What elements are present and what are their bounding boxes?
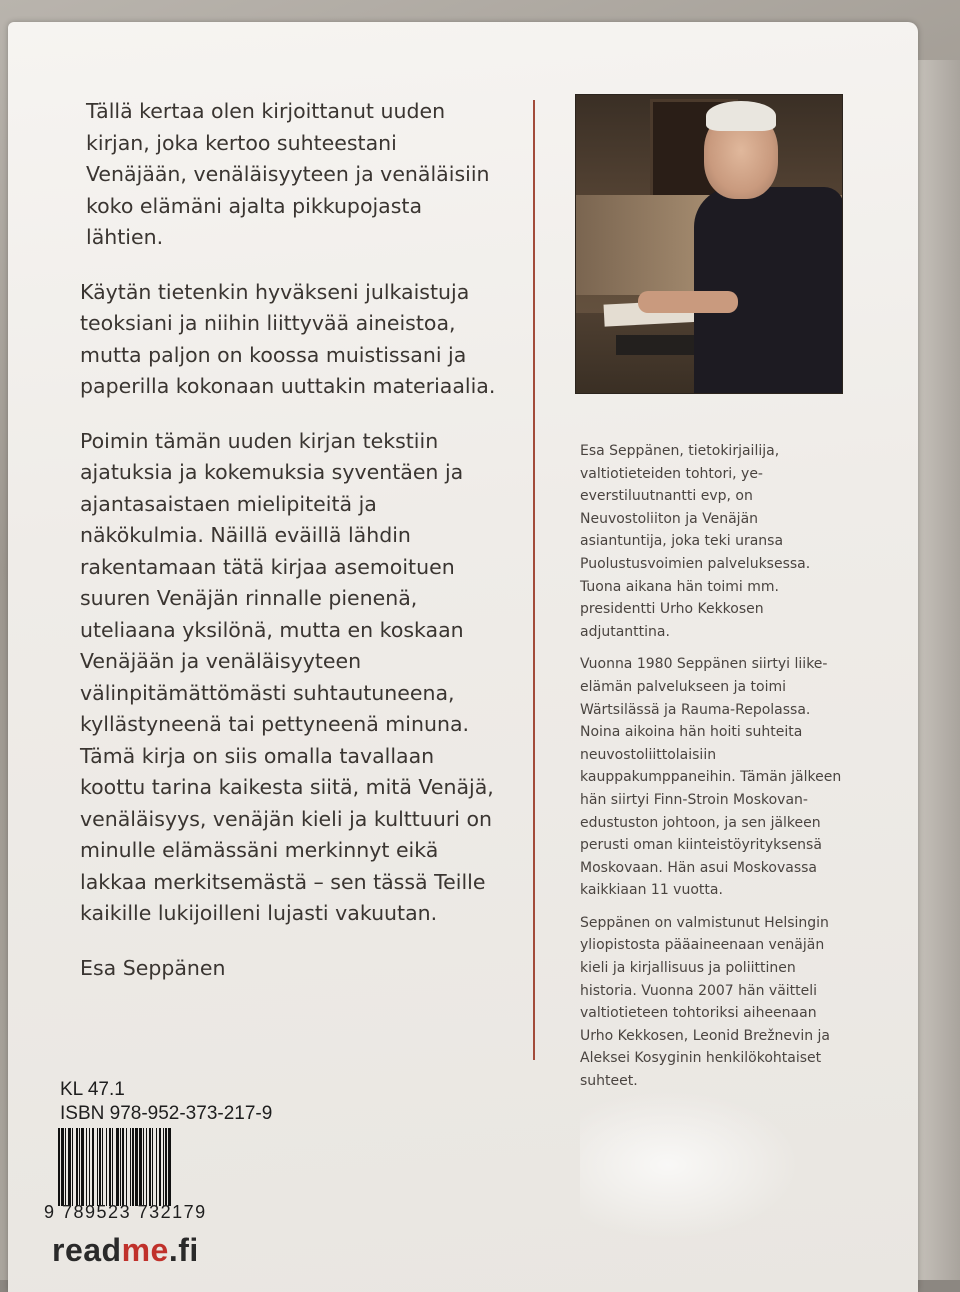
bio-paragraph-1: Esa Seppänen, tietokirjailija, valtiotieteiden tohtori, ye-everstiluutnantti evp, on Neuvostoliiton ja Venäjän asiantuntija, joka teki uransa Puolustusvoimien palveluksessa. Tuona aikana hän toimi mm. presidentti Urho Kekkosen adjutanttina. (580, 443, 811, 640)
publisher-logo-prefix: read (52, 1232, 122, 1268)
blurb-paragraph-3: Poimin tämän uuden kirjan tekstiin ajatuksia ja kokemuksia syventäen ja ajantasaistaen mielipiteitä ja näkökulmia. Näillä eväillä lähdin rakentamaan tätä kirjaa asemoituen suuren Venäjän rinnalle pienenä, uteliaana yksilönä, mutta en koskaan Venäjään ja venäläisyyteen välinpitämättömästi suhtautuneena, kyllästyneenä tai pettyneenä minuna. Tämä kirja on siis omalla tavallaan koottu tarina kaikesta siitä, mitä Venäjä, venäläisyys, venäjän kieli ja kulttuuri on minulle elämässäni merkinnyt eikä lakkaa merkitsemästä – sen tässä Teille kaikille lukijoilleni lujasti vakuutan. (80, 428, 494, 925)
author-photo (575, 94, 843, 394)
bio-paragraph-2: Vuonna 1980 Seppänen siirtyi liike-elämän palvelukseen ja toimi Wärtsilässä ja Rauma-Repolassa. Noina aikoina hän hoiti suhteita neuvostoliittolaisiin kauppakumppaneihin. Tämän jälkeen hän siirtyi Finn-Stroin Moskovan-edustuston johtoon, ja sen jälkeen perusti oman kiinteistöyrityksensä Moskovaan. Hän asui Moskovassa kaikkiaan 11 vuotta. (580, 656, 842, 899)
author-signature: Esa Seppänen (80, 955, 226, 980)
column-divider (533, 100, 535, 1060)
barcode-bar (168, 1128, 171, 1206)
publisher-logo-accent: me (121, 1232, 169, 1268)
barcode-digits: 9 789523 732179 (44, 1202, 207, 1222)
isbn-number: ISBN 978-952-373-217-9 (60, 1103, 273, 1124)
cover-scuff-mark (580, 1090, 800, 1240)
photo-person-hand (638, 291, 738, 313)
blurb-paragraph-2: Käytän tietenkin hyväkseni julkaistuja teoksiani ja niihin liittyvää aineistoa, mutta paljon on koossa muistissani ja paperilla kokonaan uuttakin materiaalia. (80, 279, 496, 398)
catalog-info (60, 1078, 272, 1126)
photo-person-hair (706, 101, 776, 131)
isbn-barcode (58, 1128, 272, 1206)
bio-paragraph-3: Seppänen on valmistunut Helsingin yliopistosta pääaineenaan venäjän kieli ja kirjallisuus ja poliittinen historia. Vuonna 2007 hän väitteli valtiotieteen tohtoriksi aiheenaan Urho Kekkosen, Leonid Brežnevin ja Aleksei Kosyginin henkilökohtaiset suhteet. (580, 914, 831, 1090)
author-bio-column (580, 440, 842, 1103)
publisher-logo-suffix: .fi (168, 1232, 199, 1268)
publisher-logo (52, 1232, 199, 1269)
classification-code: KL 47.1 (60, 1079, 125, 1100)
blurb-column (80, 96, 500, 1007)
blurb-paragraph-1: Tällä kertaa olen kirjoittanut uuden kirjan, joka kertoo suhteestani Venäjään, venäläisyyteen ja venäläisiin koko elämäni ajalta pikkupojasta lähtien. (86, 99, 490, 249)
